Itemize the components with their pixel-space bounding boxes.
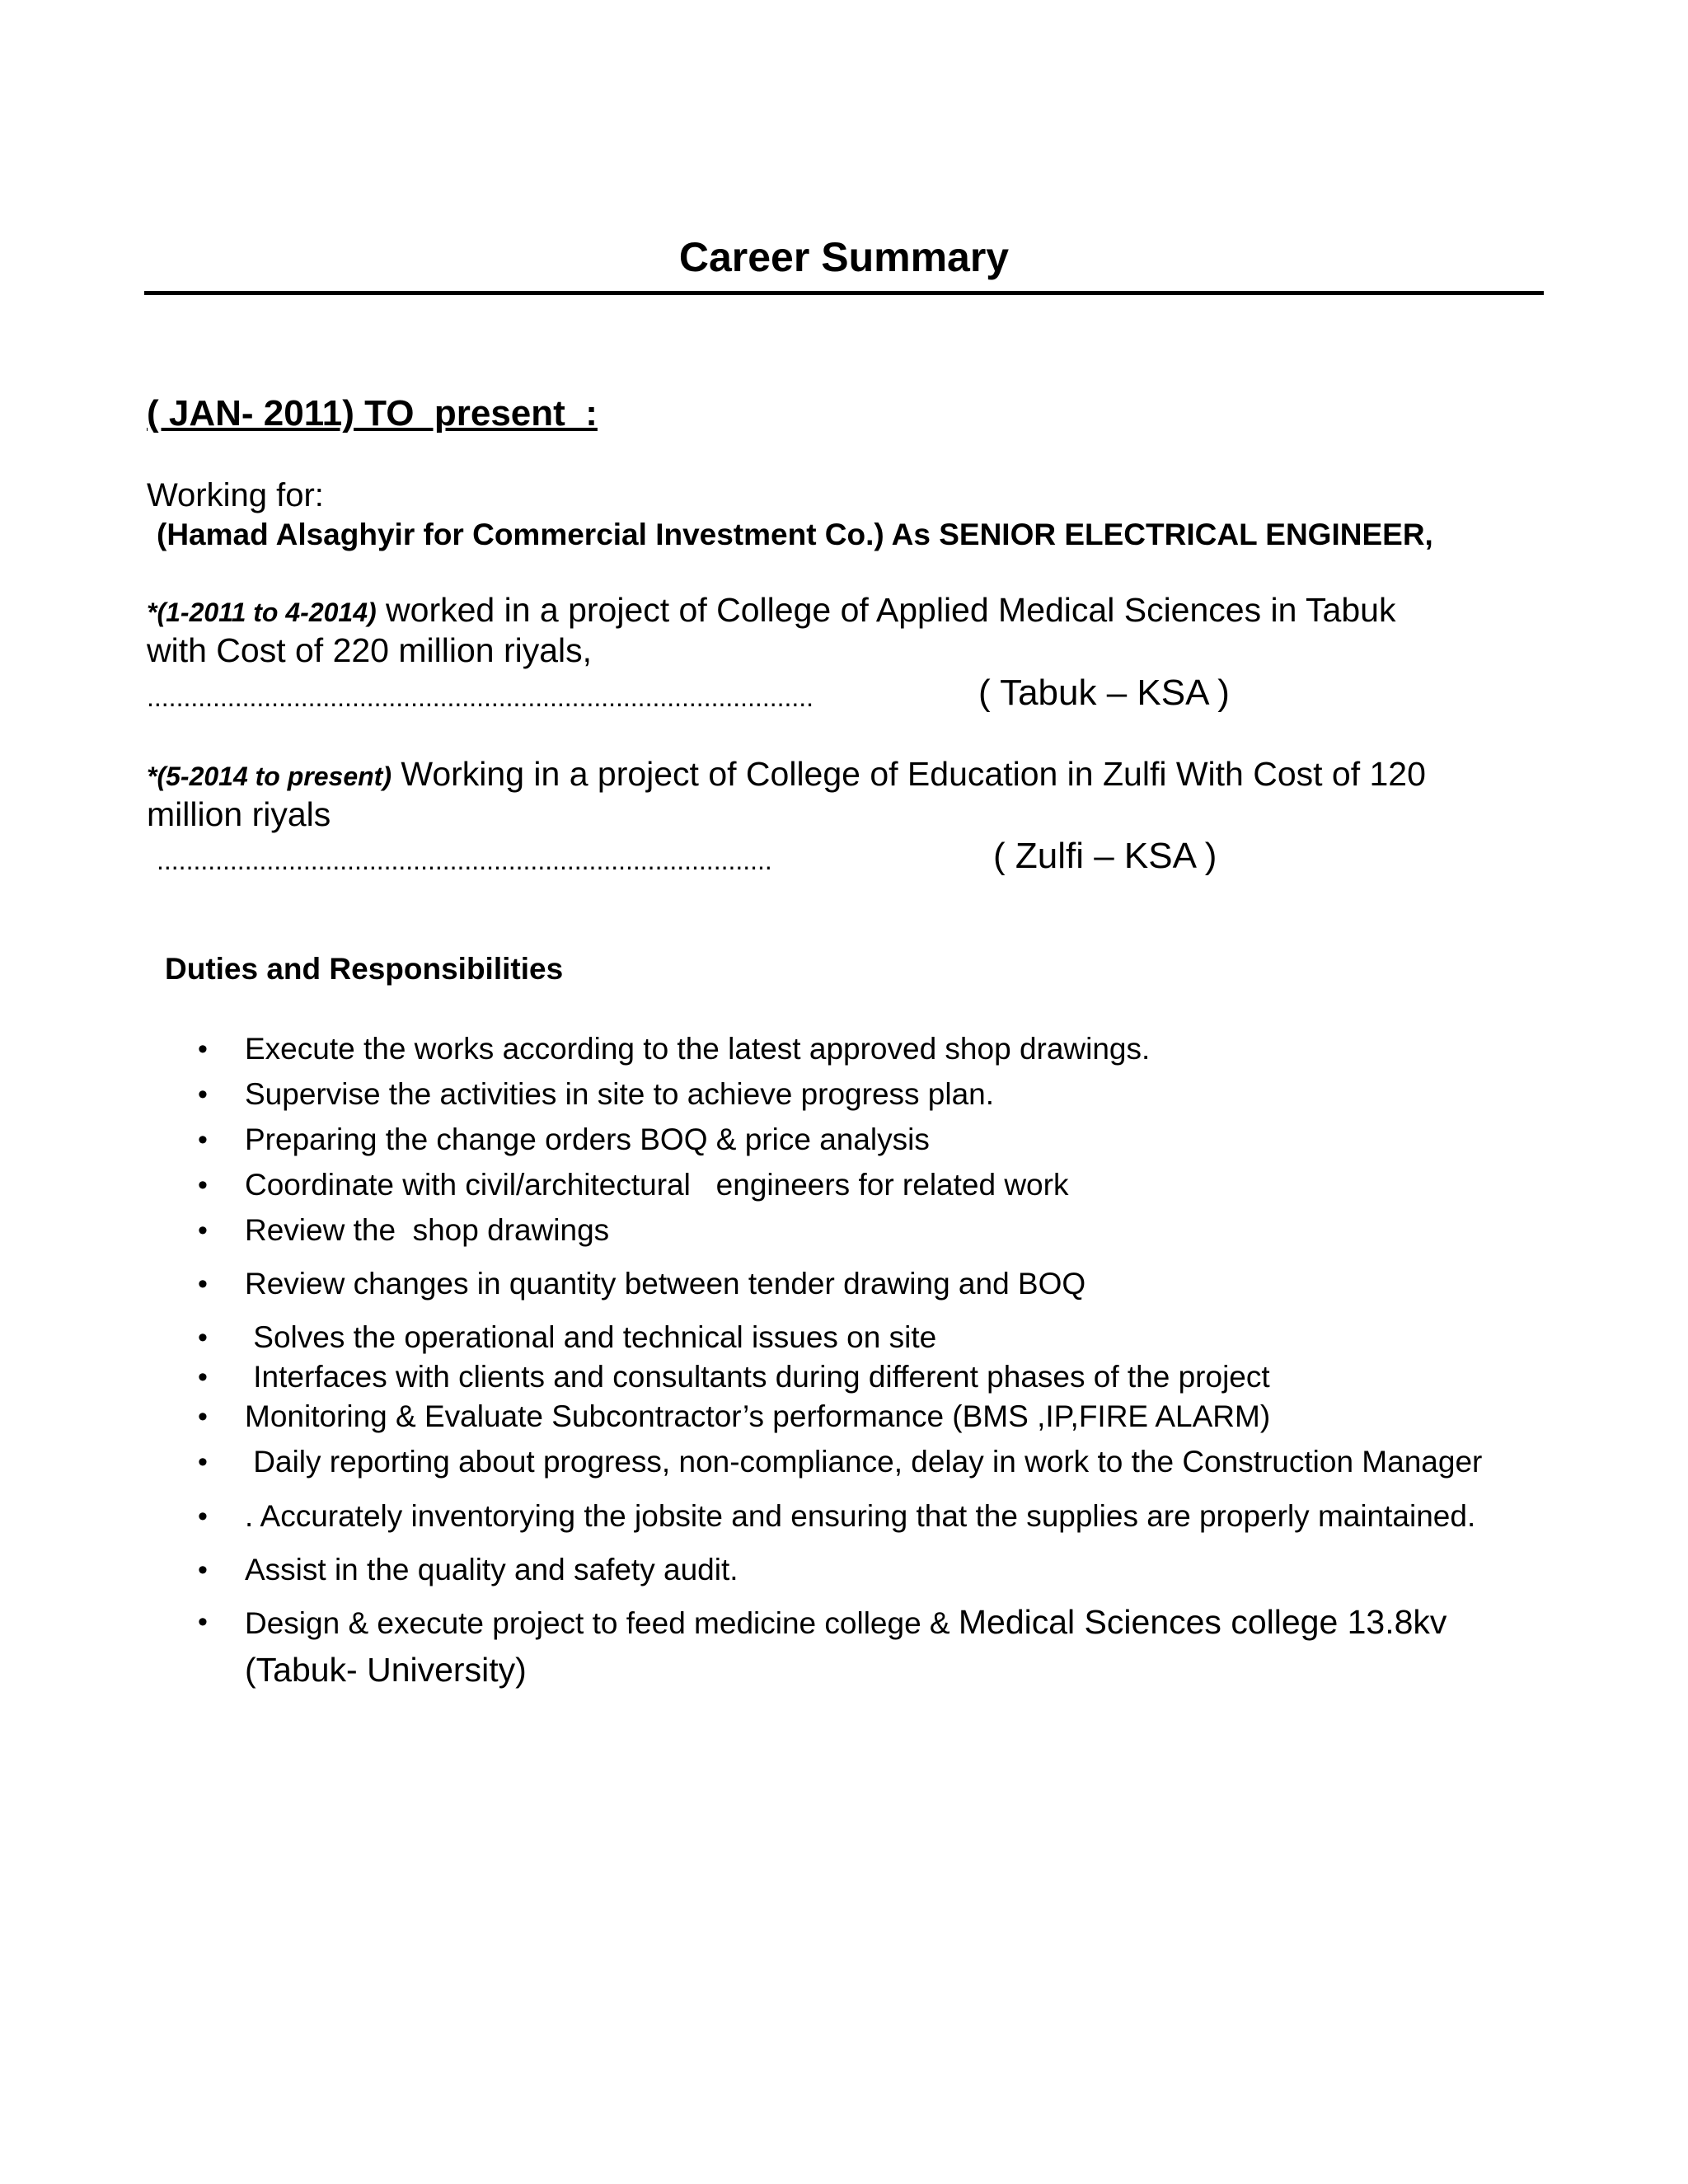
bullet-icon: • (198, 1606, 208, 1638)
page-title: Career Summary (678, 234, 1010, 280)
project-2-location: ( Zulfi – KSA ) (993, 836, 1217, 876)
employment-period-heading: ( JAN- 2011) TO present : (147, 393, 598, 434)
bullet-icon: • (198, 1079, 208, 1110)
bullet-icon: • (198, 1401, 208, 1432)
project-2-description: Working in a project of College of Education in Zulfi With Cost of 120 (391, 755, 1426, 793)
bullet-icon: • (198, 1124, 208, 1155)
project-1-dot-leader: ........................................................................................... (147, 682, 814, 712)
bullet-icon: • (198, 1446, 208, 1478)
bullet-icon: • (198, 1268, 208, 1300)
duties-heading: Duties and Responsibilities (165, 952, 564, 986)
project-2-dot-leader: .................................................................................... (157, 846, 772, 875)
bullet-icon: • (198, 1361, 208, 1393)
project-2-line1 (147, 754, 1548, 797)
employer-line: (Hamad Alsaghyir for Commercial Investment Co.) As SENIOR ELECTRICAL ENGINEER, (157, 518, 1433, 551)
working-for-label: Working for: (147, 477, 324, 513)
project-1-dates: *(1-2011 to 4-2014) (147, 598, 377, 627)
project-2-dates: *(5-2014 to present) (147, 762, 392, 791)
project-1-cost: with Cost of 220 million riyals, (147, 631, 593, 669)
project-1-line1 (147, 590, 1548, 633)
project-1-location: ( Tabuk – KSA ) (978, 673, 1230, 713)
bullet-icon: • (198, 1554, 208, 1586)
bullet-icon: • (198, 1215, 208, 1246)
bullet-icon: • (198, 1322, 208, 1353)
bullet-icon: • (198, 1501, 208, 1532)
title-underline-divider (144, 291, 1544, 295)
bullet-icon: • (198, 1033, 208, 1065)
document-page: Career Summary ( JAN- 2011) TO present : Working for: (Hamad Alsaghyir for Commercial Investment Co.) As SENIOR ELECTRICAL ENGINEER, *(1-2011 to 4-2014) worked in a project of College of Applied Medical Sciences in Tabuk with Cost of 220 million riyals, ........................................................................................... ( Tabuk – KSA ) *(5-2014 to present) Working in a project of College of Education in Zulfi With Cost of 120 million riyals .................................................................................... ( Zulfi – KSA ) Duties and Responsibilities • Execute the works according to the latest approved shop drawings. • Supervise the activities in site to achieve progress plan. • Preparing the change orders BOQ & price analysis • Coordinate with civil/architectural engineers for related work • Review the shop drawings • Review changes in quantity between tender drawing and BOQ • Solves the operational and technical issues on site • Interfaces with clients and consultants during different phases of the project • Monitoring & Evaluate Subcontractor’s performance (BMS ,IP,FIRE ALARM) • Daily reporting about progress, non-compliance, delay in work to the Construction Manager • . Accurately inventorying the jobsite and ensuring that the supplies are properly maintained. • Assist in the quality and safety audit. • Design & execute project to feed medicine college & Medical Sciences college 13.8kv (Tabuk- University) (0, 0, 1688, 2184)
project-1-description: worked in a project of College of Applied Medical Sciences in Tabuk (376, 591, 1396, 629)
project-2-cost: million riyals (147, 795, 331, 833)
bullet-icon: • (198, 1169, 208, 1201)
